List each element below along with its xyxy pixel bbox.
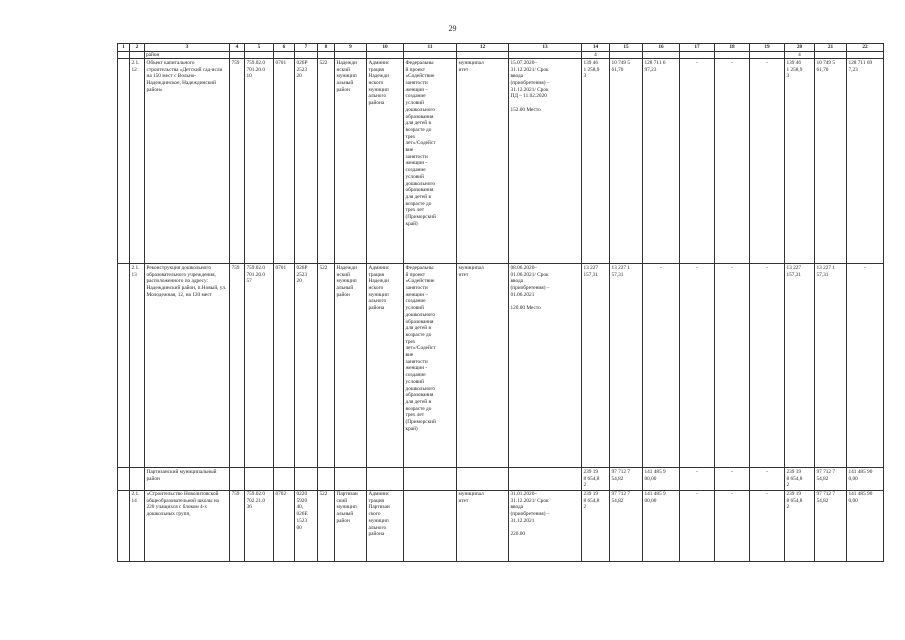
table-cell: - — [680, 468, 715, 490]
table-cell: - — [680, 264, 715, 468]
column-header: 16 — [643, 44, 680, 52]
object-name: Реконструкция дошкольного образовательного учреждения, расположенного по адресу: Надеждинский район, п.Новый, ул. Молодежная, 12, на 120 мест — [145, 264, 230, 468]
table-cell — [404, 468, 457, 490]
table-cell — [457, 468, 509, 490]
row-number: 2.1. 13 — [130, 264, 145, 468]
table-cell — [509, 468, 582, 490]
table-cell: 15.07.2020– 31.12.2021/ Срок ввода (приобретения) – 31.12.2021/ Срок ПД – 11.02.2020 152.00 Место — [509, 59, 582, 264]
table-cell — [245, 468, 274, 490]
table-cell: - — [715, 264, 750, 468]
table-cell: 0702 — [274, 490, 295, 561]
table-cell — [335, 468, 367, 490]
table-cell: муниципал итет — [457, 264, 509, 468]
page-number: 29 — [448, 24, 457, 33]
table-cell — [367, 51, 404, 59]
table-cell: муниципал итет — [457, 59, 509, 264]
table-cell: 141 485 9 00,00 — [643, 490, 680, 561]
table-cell: - — [750, 264, 785, 468]
column-header: 3 — [145, 44, 230, 52]
row-number: 2.1. 14 — [130, 490, 145, 561]
table-cell: 522 — [318, 59, 335, 264]
table-cell: 10 749 5 61,70 — [610, 59, 643, 264]
table-cell — [367, 468, 404, 490]
column-header: 7 — [295, 44, 318, 52]
table-cell: 759 — [230, 490, 245, 561]
table-cell — [318, 468, 335, 490]
object-name: «Строительство Новолитовской общеобразовательной школы на 220 учащихся с блоком 4-х дошкольных групп, — [145, 490, 230, 561]
table-cell: Федеральны й проект «Содействие занятости женщин – создание условий дошкольного образования для детей в возрасте до трех лет»/Содейст вие занятости женщин - создание условий дошкольного образования для детей в возрасте до трех лет (Приморский край) — [404, 264, 457, 468]
column-header: 14 — [582, 44, 610, 52]
table-cell: - — [643, 264, 680, 468]
table-row — [118, 490, 884, 561]
column-header: 11 — [404, 44, 457, 52]
table-cell — [509, 51, 582, 59]
table-cell: 759.02.0 701.20.0 10 — [245, 59, 274, 264]
table-row — [118, 264, 884, 468]
table-cell: 026Р 2523 20 — [295, 59, 318, 264]
table-cell: 0701 — [274, 59, 295, 264]
table-cell: Админис трация Надежди нского муницип ального района — [367, 59, 404, 264]
table-cell: 0701 — [274, 264, 295, 468]
table-cell: 239 19 8 654,8 2 — [785, 490, 815, 561]
table-cell — [318, 51, 335, 59]
column-header: 2 — [130, 44, 145, 52]
table-cell: 759 — [230, 59, 245, 264]
table-cell — [404, 51, 457, 59]
column-header: 17 — [680, 44, 715, 52]
table-cell: - — [715, 468, 750, 490]
table-cell: - — [847, 264, 884, 468]
column-header: 13 — [509, 44, 582, 52]
table-cell: Надежди нский муницип альный район — [335, 264, 367, 468]
table-cell: - — [715, 490, 750, 561]
table-cell: Надежди нский муницип альный район — [335, 59, 367, 264]
table-cell: 13 227 157,31 — [582, 264, 610, 468]
table-cell: 239 19 8 654,8 2 — [582, 490, 610, 561]
continuation-row — [118, 51, 884, 59]
table-cell: 0220 5920 40, 026Е 1523 00 — [295, 490, 318, 561]
district-subtotal-label: Партизанский муниципальный район — [145, 468, 230, 490]
table-cell — [610, 51, 643, 59]
table-cell: Админис трация Надежди нского муницип ального района — [367, 264, 404, 468]
table-cell — [815, 51, 847, 59]
column-header: 12 — [457, 44, 509, 52]
column-header: 6 — [274, 44, 295, 52]
table-cell: 141 485 90 0,00 — [847, 490, 884, 561]
table-cell — [847, 51, 884, 59]
column-header: 4 — [230, 44, 245, 52]
table-cell: 522 — [318, 490, 335, 561]
table-cell: 97 712 7 54,82 — [815, 468, 847, 490]
investment-objects-table — [117, 43, 884, 562]
column-header: 19 — [750, 44, 785, 52]
table-cell: 97 712 7 54,82 — [610, 490, 643, 561]
table-cell — [245, 51, 274, 59]
table-cell — [335, 51, 367, 59]
column-header: 10 — [367, 44, 404, 52]
table-cell: 139 46 1 258,9 3 — [582, 59, 610, 264]
table-cell: 141 485 9 00,00 — [643, 468, 680, 490]
column-header: 21 — [815, 44, 847, 52]
table-cell: 128 711 69 7,23 — [847, 59, 884, 264]
table-cell: - — [750, 490, 785, 561]
table-cell: 139 46 1 258,9 3 — [785, 59, 815, 264]
table-cell — [715, 51, 750, 59]
object-name: Объект капитального строительства «Детский сад-ясли на 150 мест с Вольно-Надеждинское, Надеждинский район» — [145, 59, 230, 264]
table-cell — [118, 490, 130, 561]
table-cell — [750, 51, 785, 59]
table-cell: 13 227 1 57,31 — [815, 264, 847, 468]
table-cell: - — [750, 59, 785, 264]
table-cell: 239 19 8 654,8 2 — [785, 468, 815, 490]
column-header: 5 — [245, 44, 274, 52]
column-header: 22 — [847, 44, 884, 52]
table-cell: 141 485 90 0,00 — [847, 468, 884, 490]
table-cell: 97 712 7 54,82 — [610, 468, 643, 490]
table-cell — [457, 51, 509, 59]
table-cell — [118, 59, 130, 264]
table-cell: 759.02.0 701.20.0 57 — [245, 264, 274, 468]
column-header: 1 — [118, 44, 130, 52]
table-cell — [118, 468, 130, 490]
table-cell — [404, 490, 457, 561]
table-cell: муниципал итет — [457, 490, 509, 561]
column-header: 15 — [610, 44, 643, 52]
table-cell — [230, 468, 245, 490]
table-cell: 10 749 5 61,70 — [815, 59, 847, 264]
table-cell — [230, 51, 245, 59]
table-cell — [118, 51, 130, 59]
table-cell — [295, 51, 318, 59]
table-cell — [274, 468, 295, 490]
table-cell — [643, 51, 680, 59]
column-number-row — [118, 44, 884, 52]
table-cell: Админис трация Партизан ского муницип ального района — [367, 490, 404, 561]
table-cell: район — [145, 51, 230, 59]
table-cell — [130, 468, 145, 490]
column-header: 20 — [785, 44, 815, 52]
table-cell: - — [715, 59, 750, 264]
table-cell: 4 — [785, 51, 815, 59]
table-cell: 4 — [582, 51, 610, 59]
table-cell — [295, 468, 318, 490]
row-number: 2.1. 12 — [130, 59, 145, 264]
table-cell: - — [680, 490, 715, 561]
table-row — [118, 468, 884, 490]
table-cell: 759 — [230, 264, 245, 468]
table-cell: 128 711 6 97,23 — [643, 59, 680, 264]
table-cell: 31.01.2020– 31.12.2021/ Срок ввода (приобретения) – 31.12.2021 220.00 — [509, 490, 582, 561]
table-cell — [130, 51, 145, 59]
table-cell: 13 227 1 57,31 — [610, 264, 643, 468]
column-header: 9 — [335, 44, 367, 52]
table-cell — [274, 51, 295, 59]
table-cell — [118, 264, 130, 468]
table-cell: 13 227 157,31 — [785, 264, 815, 468]
column-header: 18 — [715, 44, 750, 52]
table-cell: - — [680, 59, 715, 264]
table-cell: 759.02.0 702.21.0 36 — [245, 490, 274, 561]
table-cell: Федеральны й проект «Содействие занятости женщин – создание условий дошкольного образования для детей в возрасте до трех лет»/Содейст вие занятости женщин - создание условий дошкольного образования для детей в возрасте до трех лет (Приморский край) — [404, 59, 457, 264]
table-cell — [680, 51, 715, 59]
column-header: 8 — [318, 44, 335, 52]
table-row — [118, 59, 884, 264]
table-cell: 08.06.2020– 01.06.2021/ Срок ввода (приобретения) – 01.06.2021 120.00 Место — [509, 264, 582, 468]
table-cell: Партизан ский муницип альный район — [335, 490, 367, 561]
table-cell: 026Р 2523 20 — [295, 264, 318, 468]
table-cell: 97 712 7 54,82 — [815, 490, 847, 561]
table-cell: 239 19 8 654,8 2 — [582, 468, 610, 490]
table-cell: 522 — [318, 264, 335, 468]
table-cell: - — [750, 468, 785, 490]
